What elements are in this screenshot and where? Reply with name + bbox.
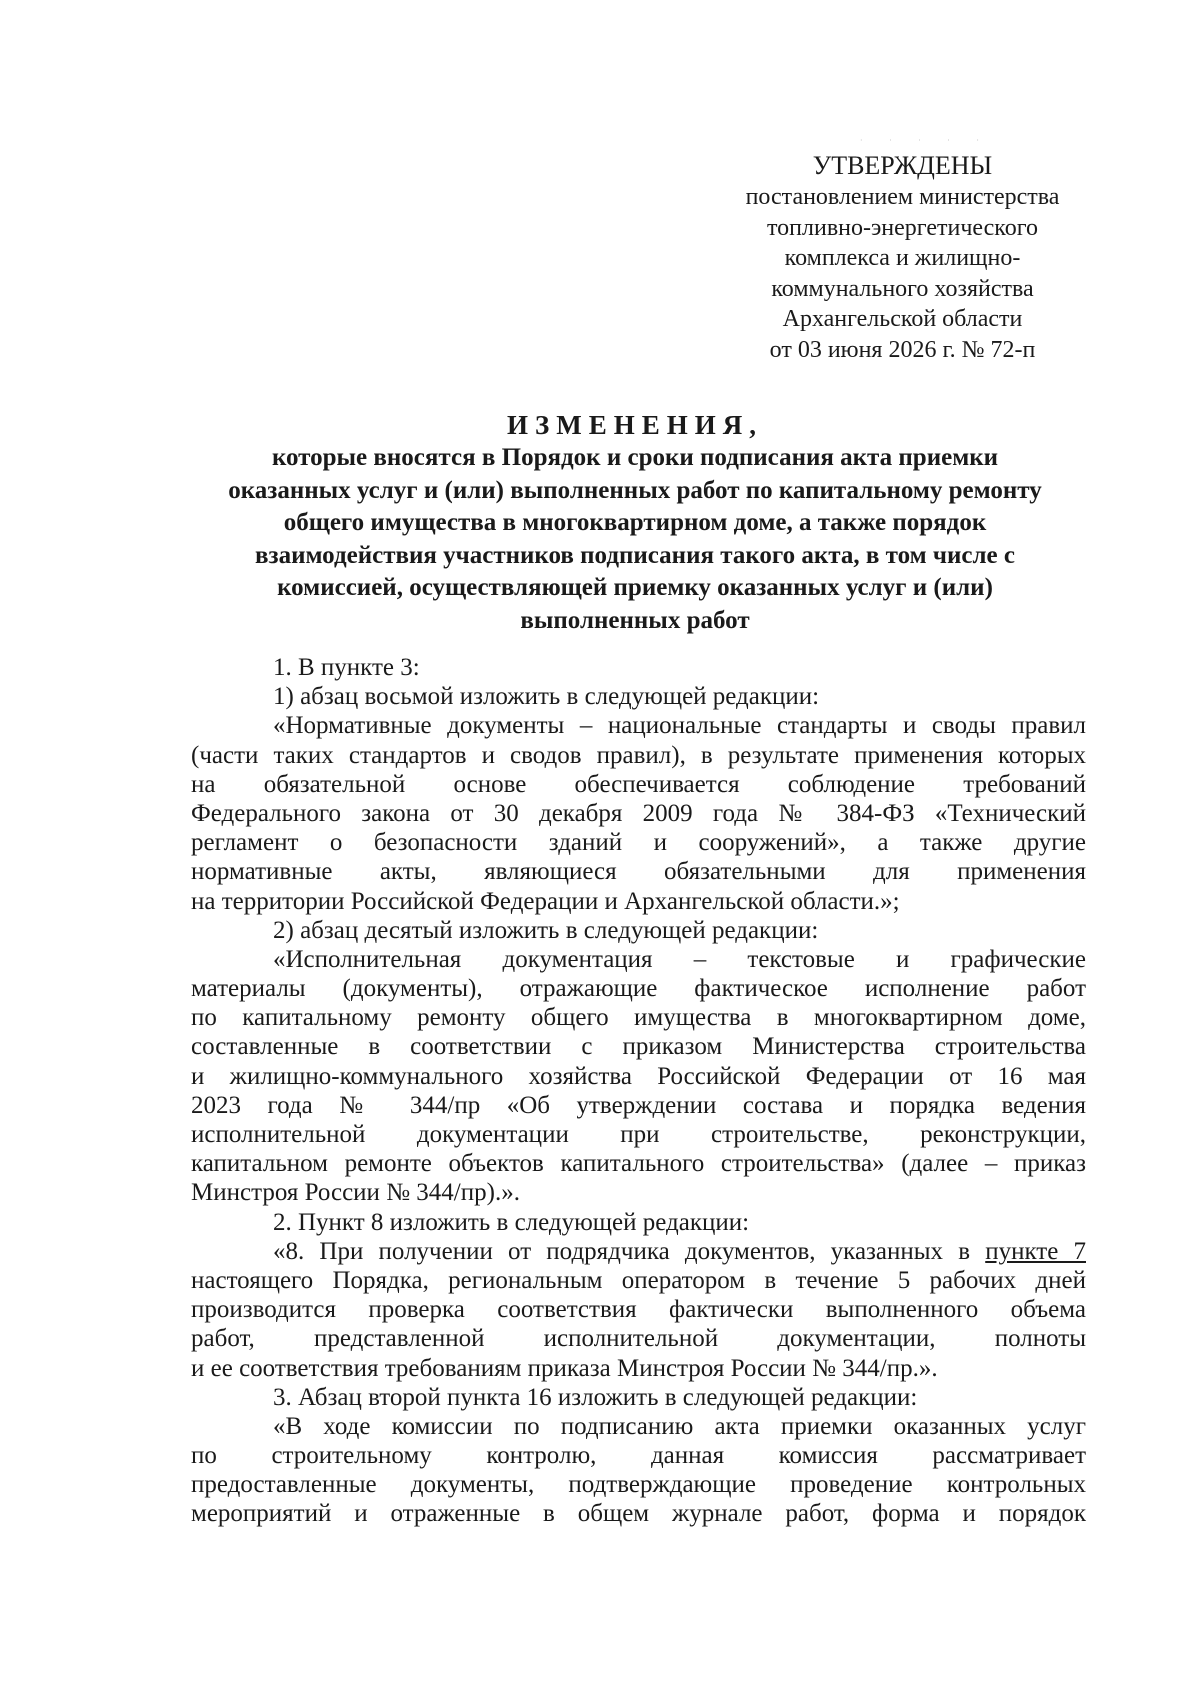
- approval-line: от 03 июня 2026 г. № 72-п: [769, 336, 1036, 363]
- document-title: ИЗМЕНЕНИЯ,: [506, 410, 763, 440]
- approval-line: постановлением министерства: [745, 184, 1060, 210]
- body-line: предоставленные документы, подтверждающие проведение контрольных: [191, 1471, 1086, 1499]
- body-line-with-link: [191, 1237, 1086, 1266]
- body-line: на территории Российской Федерации и Архангельской области.»;: [191, 887, 900, 915]
- approval-block: [720, 150, 1085, 365]
- scan-noise: · · · · ·: [860, 136, 991, 145]
- body-line: «В ходе комиссии по подписанию акта приемки оказанных услуг: [273, 1412, 1086, 1440]
- body-line: мероприятий и отраженные в общем журнале работ, форма и порядок: [191, 1500, 1086, 1528]
- body-line: и жилищно-коммунального хозяйства Российской Федерации от 16 мая: [191, 1062, 1086, 1090]
- approval-line: коммунального хозяйства: [771, 275, 1034, 302]
- body-line: производится проверка соответствия фактически выполненного объема: [191, 1296, 1086, 1324]
- body-line: материалы (документы), отражающие фактическое исполнение работ: [191, 975, 1086, 1003]
- body-line: (части таких стандартов и сводов правил), в результате применения которых: [191, 741, 1086, 769]
- approval-line: комплекса и жилищно-: [784, 245, 1021, 271]
- body-line: 3. Абзац второй пункта 16 изложить в следующей редакции:: [273, 1383, 918, 1411]
- body-line: капитальном ремонте объектов капитального строительства» (далее – приказ: [191, 1150, 1086, 1178]
- body-line: 2. Пункт 8 изложить в следующей редакции:: [273, 1208, 750, 1236]
- body-line: на обязательной основе обеспечивается соблюдение требований: [191, 770, 1086, 798]
- approval-heading: УТВЕРЖДЕНЫ: [812, 151, 993, 180]
- body-line: и ее соответствия требованиям приказа Минстроя России № 344/пр.».: [191, 1354, 938, 1382]
- document-title-block: [180, 408, 1090, 637]
- body-line: исполнительной документации при строительстве, реконструкции,: [191, 1121, 1086, 1148]
- body-line: 2023 года № 344/пр «Об утверждении состава и порядка ведения: [191, 1091, 1086, 1119]
- body-line: работ, представленной исполнительной документации, полноты: [191, 1325, 1086, 1353]
- paragraph-7-link[interactable]: пункте 7: [985, 1237, 1086, 1265]
- subtitle-line: взаимодействия участников подписания такого акта, в том числе с: [255, 541, 1015, 569]
- document-subtitle: [180, 442, 1090, 637]
- document-body: [191, 653, 1086, 1529]
- body-line: регламент о безопасности зданий и сооружений», а также другие: [191, 829, 1086, 857]
- approval-line: Архангельской области: [782, 306, 1023, 332]
- body-line: составленные в соответствии с приказом Министерства строительства: [191, 1033, 1086, 1061]
- subtitle-line: которые вносятся в Порядок и сроки подписания акта приемки: [271, 444, 999, 471]
- body-line: 2) абзац десятый изложить в следующей редакции:: [273, 916, 819, 944]
- subtitle-line: выполненных работ: [520, 606, 750, 634]
- body-line: Минстроя России № 344/пр).».: [191, 1179, 520, 1207]
- body-line: настоящего Порядка, региональным оператором в течение 5 рабочих дней: [191, 1266, 1086, 1294]
- body-line: «Исполнительная документация – текстовые и графические: [273, 945, 1086, 973]
- approval-line: топливно-энергетического: [767, 214, 1038, 241]
- body-line-text: «8. При получении от подрядчика документов, указанных в: [273, 1237, 986, 1265]
- body-line: Федерального закона от 30 декабря 2009 года № 384-ФЗ «Технический: [191, 799, 1086, 827]
- subtitle-line: комиссией, осуществляющей приемку оказанных услуг и (или): [277, 574, 993, 601]
- body-line: по строительному контролю, данная комиссия рассматривает: [191, 1442, 1086, 1470]
- body-line: по капитальному ремонту общего имущества в многоквартирном доме,: [191, 1004, 1086, 1032]
- body-line: нормативные акты, являющиеся обязательными для применения: [191, 858, 1086, 886]
- body-line: 1. В пункте 3:: [273, 654, 420, 681]
- body-line: «Нормативные документы – национальные стандарты и своды правил: [273, 712, 1086, 740]
- subtitle-line: общего имущества в многоквартирном доме, а также порядок: [283, 509, 987, 536]
- body-line: 1) абзац восьмой изложить в следующей редакции:: [273, 683, 820, 711]
- subtitle-line: оказанных услуг и (или) выполненных работ по капитальному ремонту: [228, 476, 1042, 504]
